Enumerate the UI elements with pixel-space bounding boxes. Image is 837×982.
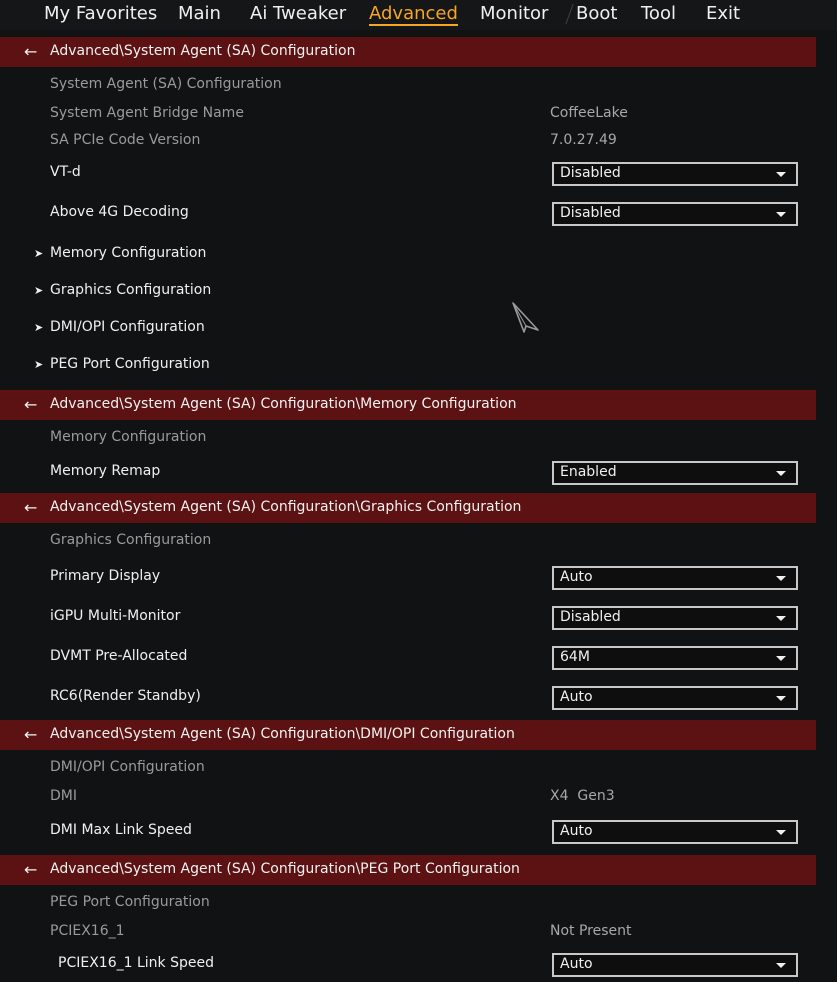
arrow-left-icon[interactable]: ← xyxy=(24,725,38,744)
setting-label: iGPU Multi-Monitor xyxy=(50,608,181,624)
arrow-left-icon[interactable]: ← xyxy=(24,395,38,414)
section-path: Advanced\System Agent (SA) Configuration\PEG Port Configuration xyxy=(50,861,520,877)
dropdown-value: Auto xyxy=(560,569,593,585)
chevron-right-icon: ➤ xyxy=(34,284,44,297)
setting-label: System Agent Bridge Name xyxy=(50,105,244,121)
dropdown-value: Auto xyxy=(560,689,593,705)
dropdown-value: Disabled xyxy=(560,165,621,181)
setting-label: PCIEX16_1 xyxy=(50,923,125,939)
setting-label: DMI xyxy=(50,788,77,804)
caret-down-icon xyxy=(776,616,786,621)
arrow-left-icon[interactable]: ← xyxy=(24,42,38,61)
caret-down-icon xyxy=(776,656,786,661)
setting-label: Primary Display xyxy=(50,568,161,584)
section-path: Advanced\System Agent (SA) Configuration\DMI/OPI Configuration xyxy=(50,726,515,742)
section-header-dmi[interactable] xyxy=(0,720,816,750)
caret-down-icon xyxy=(776,212,786,217)
submenu-label: Graphics Configuration xyxy=(50,282,212,298)
section-header-memory[interactable] xyxy=(0,390,816,420)
memory-remap-dropdown[interactable] xyxy=(552,461,798,485)
caret-down-icon xyxy=(776,471,786,476)
setting-label: Above 4G Decoding xyxy=(50,204,189,220)
dropdown-value: Disabled xyxy=(560,205,621,221)
setting-label: DMI Max Link Speed xyxy=(50,822,192,838)
section-path: Advanced\System Agent (SA) Configuration xyxy=(50,43,356,59)
chevron-right-icon: ➤ xyxy=(34,358,44,371)
primary-display-dropdown[interactable] xyxy=(552,566,798,590)
tab-main[interactable]: Main xyxy=(178,3,221,24)
mouse-cursor-icon xyxy=(512,302,540,334)
above-4g-dropdown[interactable] xyxy=(552,202,798,226)
section-title: Graphics Configuration xyxy=(50,532,212,548)
section-path: Advanced\System Agent (SA) Configuration\Graphics Configuration xyxy=(50,499,522,515)
submenu-label: Memory Configuration xyxy=(50,245,207,261)
section-header-sa[interactable] xyxy=(0,37,816,67)
arrow-left-icon[interactable]: ← xyxy=(24,498,38,517)
setting-label: DVMT Pre-Allocated xyxy=(50,648,188,664)
section-header-peg[interactable] xyxy=(0,855,816,885)
caret-down-icon xyxy=(776,576,786,581)
setting-value: X4 Gen3 xyxy=(550,788,615,804)
vtd-dropdown[interactable] xyxy=(552,162,798,186)
setting-value: Not Present xyxy=(550,923,632,939)
submenu-label: PEG Port Configuration xyxy=(50,356,210,372)
dmi-max-link-speed-dropdown[interactable] xyxy=(552,820,798,844)
setting-value: 7.0.27.49 xyxy=(550,132,617,148)
setting-label: VT-d xyxy=(50,164,81,180)
setting-label: Memory Remap xyxy=(50,463,161,479)
igpu-multi-monitor-dropdown[interactable] xyxy=(552,606,798,630)
caret-down-icon xyxy=(776,963,786,968)
tab-tool[interactable]: Tool xyxy=(641,3,676,24)
dropdown-value: Enabled xyxy=(560,464,617,480)
tab-monitor[interactable]: Monitor xyxy=(480,3,549,24)
nav-divider xyxy=(565,4,573,24)
tab-my-favorites[interactable]: My Favorites xyxy=(44,3,158,24)
setting-label: PCIEX16_1 Link Speed xyxy=(58,955,214,971)
top-navigation xyxy=(0,0,837,30)
section-title: Memory Configuration xyxy=(50,429,207,445)
caret-down-icon xyxy=(776,830,786,835)
dropdown-value: Auto xyxy=(560,823,593,839)
dropdown-value: Disabled xyxy=(560,609,621,625)
arrow-left-icon[interactable]: ← xyxy=(24,860,38,879)
dropdown-value: Auto xyxy=(560,956,593,972)
pciex16-1-link-speed-dropdown[interactable] xyxy=(552,953,798,977)
setting-value: CoffeeLake xyxy=(550,105,628,121)
chevron-right-icon: ➤ xyxy=(34,321,44,334)
setting-label: RC6(Render Standby) xyxy=(50,688,201,704)
section-header-graphics[interactable] xyxy=(0,493,816,523)
caret-down-icon xyxy=(776,172,786,177)
section-title: System Agent (SA) Configuration xyxy=(50,76,282,92)
tab-advanced[interactable]: Advanced xyxy=(369,3,458,24)
section-title: DMI/OPI Configuration xyxy=(50,759,205,775)
dvmt-pre-allocated-dropdown[interactable] xyxy=(552,646,798,670)
section-title: PEG Port Configuration xyxy=(50,894,210,910)
chevron-right-icon: ➤ xyxy=(34,247,44,260)
tab-ai-tweaker[interactable]: Ai Tweaker xyxy=(250,3,347,24)
submenu-label: DMI/OPI Configuration xyxy=(50,319,205,335)
caret-down-icon xyxy=(776,696,786,701)
section-path: Advanced\System Agent (SA) Configuration\Memory Configuration xyxy=(50,396,517,412)
rc6-dropdown[interactable] xyxy=(552,686,798,710)
setting-label: SA PCIe Code Version xyxy=(50,132,201,148)
tab-exit[interactable]: Exit xyxy=(706,3,741,24)
tab-boot[interactable]: Boot xyxy=(576,3,618,24)
dropdown-value: 64M xyxy=(560,649,590,665)
